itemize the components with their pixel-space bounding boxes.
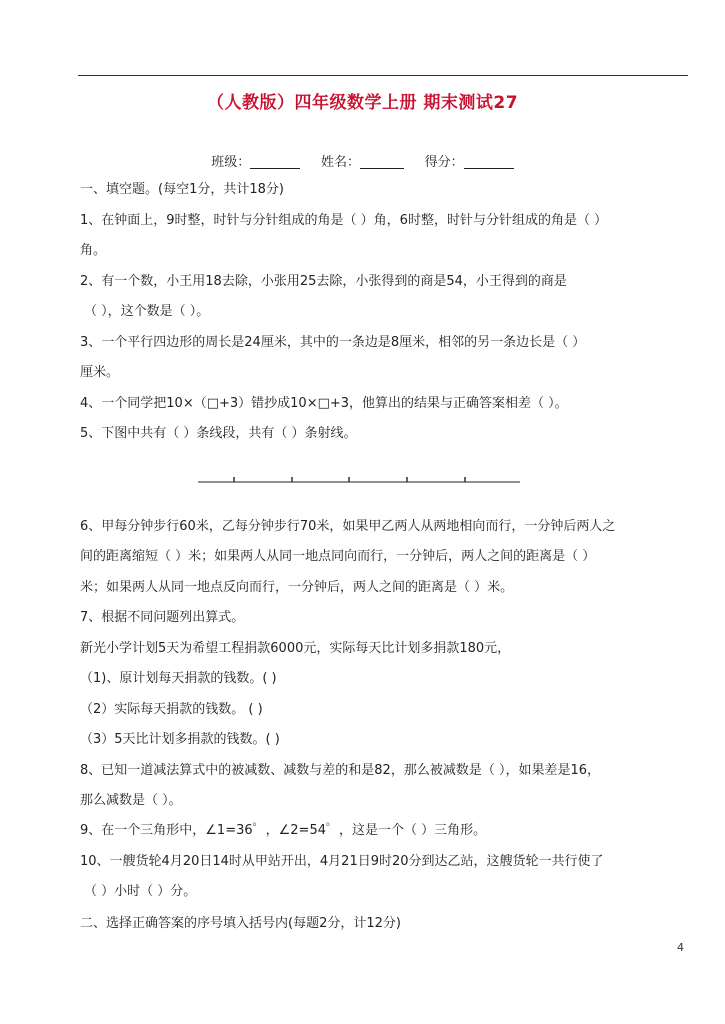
line-segment-figure bbox=[198, 474, 520, 488]
question-10-line-2: （ ）小时（ ）分。 bbox=[84, 884, 197, 899]
header-rule bbox=[78, 75, 688, 76]
question-7: 7、根据不同问题列出算式。 bbox=[80, 610, 245, 625]
question-8-line-2: 那么减数是（ ）。 bbox=[80, 793, 182, 808]
question-3-line-2: 厘米。 bbox=[80, 365, 120, 380]
question-6-line-2: 间的距离缩短（ ）米；如果两人从同一地点同向而行，一分钟后，两人之间的距离是（ ） bbox=[80, 549, 596, 564]
section-1-heading: 一、填空题。(每空1分，共计18分) bbox=[80, 182, 284, 197]
question-1-line-2: 角。 bbox=[80, 243, 107, 258]
score-label: 得分： bbox=[424, 155, 464, 170]
question-7-part-1: （1)、原计划每天捐款的钱数。( ) bbox=[80, 671, 277, 686]
section-2-heading: 二、选择正确答案的序号填入括号内(每题2分，计12分) bbox=[80, 916, 401, 931]
question-7-context: 新光小学计划5天为希望工程捐款6000元，实际每天比计划多捐款180元， bbox=[80, 641, 511, 656]
question-2-line-1: 2、有一个数，小王用18去除，小张用25去除，小张得到的商是54，小王得到的商是 bbox=[80, 274, 567, 289]
question-7-part-3: （3）5天比计划多捐款的钱数。( ) bbox=[80, 732, 280, 747]
question-6-line-3: 米；如果两人从同一地点反向而行，一分钟后，两人之间的距离是（ ）米。 bbox=[80, 580, 514, 595]
page-number: 4 bbox=[677, 941, 684, 954]
question-10-line-1: 10、一艘货轮4月20日14时从甲站开出，4月21日9时20分到达乙站，这艘货轮一共行使了 bbox=[80, 854, 604, 869]
question-5: 5、下图中共有（ ）条线段，共有（ ）条射线。 bbox=[80, 426, 357, 441]
score-blank[interactable] bbox=[464, 154, 514, 169]
question-1-line-1: 1、在钟面上，9时整，时针与分针组成的角是（ ）角，6时整，时针与分针组成的角是（ ） bbox=[80, 213, 608, 228]
student-info bbox=[0, 151, 725, 170]
question-6-line-1: 6、甲每分钟步行60米，乙每分钟步行70米，如果甲乙两人从两地相向而行，一分钟后两人之 bbox=[80, 519, 616, 534]
question-7-part-2: （2）实际每天捐款的钱数。 ( ) bbox=[80, 702, 263, 717]
name-blank[interactable] bbox=[360, 154, 404, 169]
page-title: （人教版）四年级数学上册 期末测试27 bbox=[206, 93, 519, 113]
class-label: 班级： bbox=[211, 155, 251, 170]
question-4: 4、一个同学把10×（□+3）错抄成10×□+3，他算出的结果与正确答案相差（ ）。 bbox=[80, 396, 568, 411]
question-8-line-1: 8、已知一道减法算式中的被减数、减数与差的和是82，那么被减数是（ ），如果差是16， bbox=[80, 763, 600, 778]
class-blank[interactable] bbox=[250, 154, 300, 169]
question-3-line-1: 3、一个平行四边形的周长是24厘米，其中的一条边是8厘米，相邻的另一条边长是（ ） bbox=[80, 335, 586, 350]
question-9: 9、在一个三角形中，∠1=36゜，∠2=54゜，这是一个（ ）三角形。 bbox=[80, 823, 487, 838]
question-2-line-2: （ ），这个数是（ ）。 bbox=[84, 304, 210, 319]
name-label: 姓名： bbox=[320, 155, 360, 170]
